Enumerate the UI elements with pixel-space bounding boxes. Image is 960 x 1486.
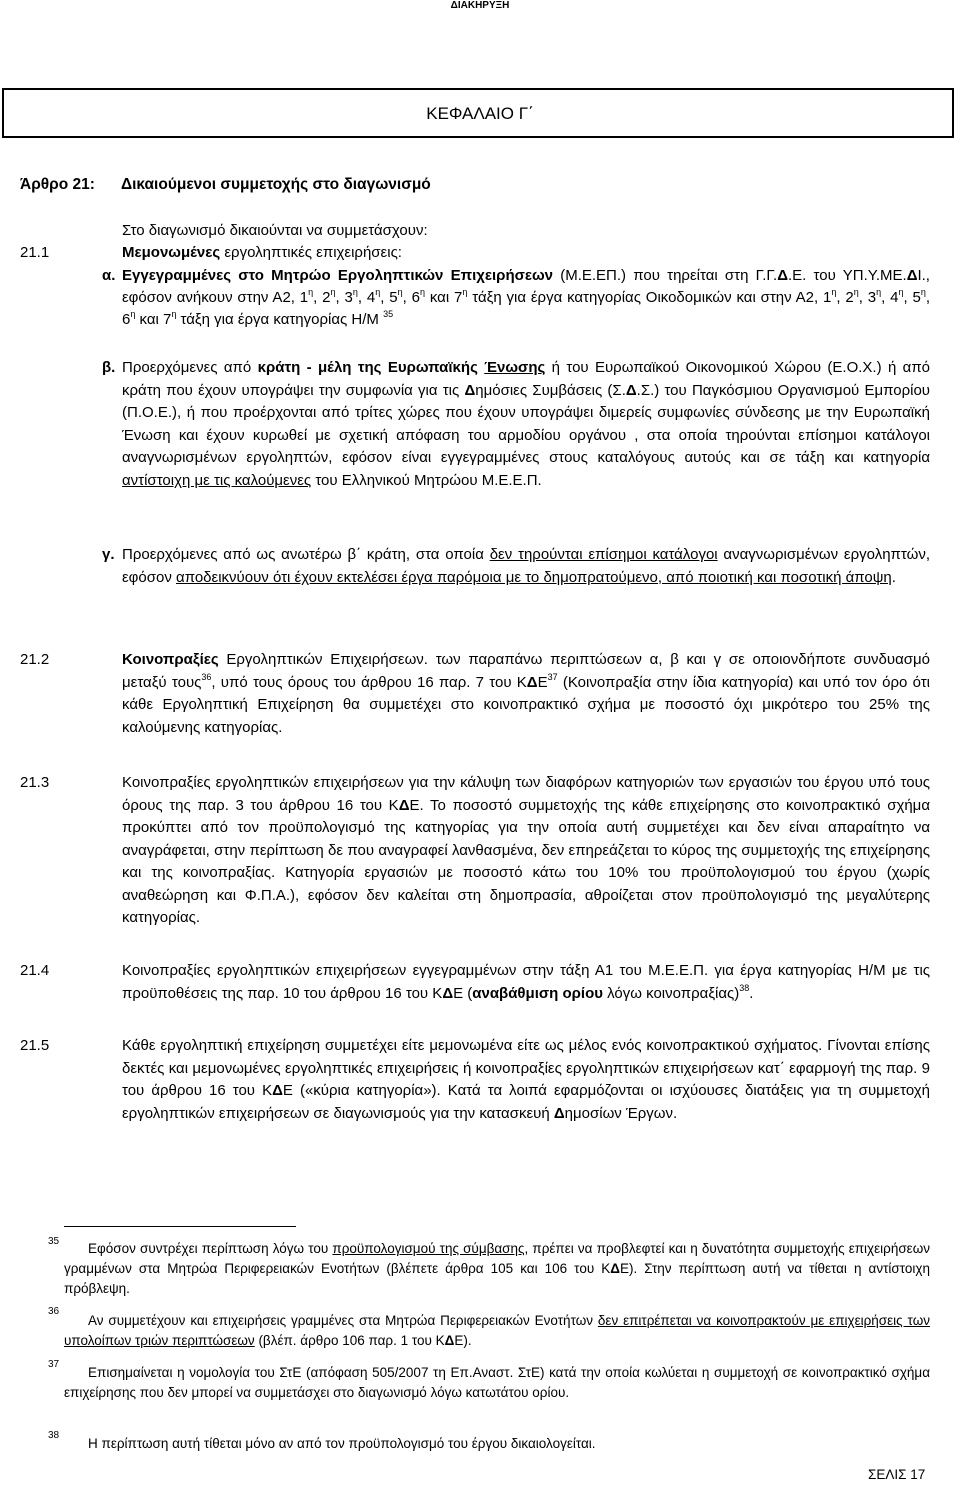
item-mark-beta: β. (102, 359, 116, 376)
section-21-5-text: Κάθε εργοληπτική επιχείρηση συμμετέχει είτε μεμονωμένα είτε ως μέλος ενός κοινοπρακτικού σχήματος. Γίνονται επίσης δεκτές και μεμονωμένες εργοληπτικές επιχειρήσεις ή κοινοπραξίες εργοληπτικών επιχειρήσεων κατ΄ εφαρμογή της παρ. 9 του άρθρου 16 του ΚΔΕ («κύρια κατηγορία»). Κατά τα λοιπά εφαρμόζονται οι ισχύουσες διατάξεις για τη συμμετοχή εργοληπτικών επιχειρήσεων σε διαγωνισμούς για την κατασκευή Δημοσίων Έργων. (122, 1037, 930, 1122)
footnote-number-37: 37 (48, 1359, 60, 1370)
article-label: Άρθρο 21: (20, 176, 95, 193)
section-number-21-1: 21.1 (20, 244, 50, 261)
section-21-2-text: Κοινοπραξίες Εργοληπτικών Επιχειρήσεων. των παραπάνω περιπτώσεων α, β και γ σε οποιονδήποτε συνδυασμό μεταξύ τους$^{36}$, υπό τους όρους του άρθρου 16 παρ. 7 του ΚΔΕ$^{37}$ (Κοινοπραξία στην ίδια κατηγορία) και υπό τον όρο ότι κάθε Εργοληπτική Επιχείρηση θα συμμετέχει στο κοινοπρακτικό σχήμα με ποσοστό όχι μικρότερο του 25% της καλούμενης κατηγορίας. (122, 651, 930, 736)
footnote-36: Αν συμμετέχουν και επιχειρήσεις γραμμένες στα Μητρώα Περιφερειακών Ενοτήτων δεν επιτρέπεται να κοινοπρακτούν με επιχειρήσεις των υπολοίπων τριών περιπτώσεων (βλέπ. άρθρο 106 παρ. 1 του ΚΔΕ). (64, 1313, 930, 1348)
footnote-35: Εφόσον συντρέχει περίπτωση λόγω του προϋπολογισμού της σύμβασης, πρέπει να προβλεφτεί και η δυνατότητα συμμετοχής επιχειρήσεων γραμμένων στα Μητρώα Περιφερειακών Ενοτήτων (βλέπετε άρθρα 105 και 106 του ΚΔΕ). Στην περίπτωση αυτή να τίθεται η αντίστοιχη πρόβλεψη. (64, 1241, 930, 1296)
section-number-21-3: 21.3 (20, 774, 50, 791)
footnote-37: Επισημαίνεται η νομολογία του ΣτΕ (απόφαση 505/2007 τη Επ.Αναστ. ΣτΕ) κατά την οποία κωλύεται η συμμετοχή σε κοινοπρακτικό σχήμα επιχείρησης που δεν μπορεί να συμμετάσχει στο διαγωνισμό λόγω κατωτάτου ορίου. (64, 1365, 930, 1400)
section-number-21-2: 21.2 (20, 651, 50, 668)
footnote-ref-35[interactable]: 35 (383, 309, 394, 319)
section-21-1-intro: Στο διαγωνισμό δικαιούνται να συμμετάσχουν: (122, 222, 428, 239)
section-number-21-4: 21.4 (20, 962, 50, 979)
footnote-ref-37[interactable]: 37 (547, 671, 558, 682)
footnote-number-36: 36 (48, 1306, 60, 1317)
footnote-38: Η περίπτωση αυτή τίθεται μόνο αν από τον προϋπολογισμό του έργου δικαιολογείται. (88, 1436, 596, 1451)
item-mark-alpha: α. (102, 267, 116, 284)
section-number-21-5: 21.5 (20, 1037, 50, 1054)
footnote-number-38: 38 (48, 1430, 60, 1441)
item-mark-gamma: γ. (102, 546, 115, 563)
section-21-4-text: Κοινοπραξίες εργοληπτικών επιχειρήσεων εγγεγραμμένων στην τάξη Α1 του Μ.Ε.Ε.Π. για έργα κατηγορίας Η/Μ με τις προϋποθέσεις της παρ. 10 του άρθρου 16 του ΚΔΕ (αναβάθμιση ορίου λόγω κοινοπραξίας)$^{38}$. (122, 962, 930, 1002)
heading-rest: εργοληπτικές επιχειρήσεις: (220, 244, 402, 261)
article-title: Δικαιούμενοι συμμετοχής στο διαγωνισμό (120, 176, 431, 193)
item-alpha-text: Εγγεγραμμένες στο Μητρώο Εργοληπτικών Επιχειρήσεων (Μ.Ε.ΕΠ.) που τηρείται στη Γ.Γ.Δ.Ε. του ΥΠ.Υ.ΜΕ.ΔΙ., εφόσον ανήκουν στην Α2, $1^\eta$, $2^\eta$, $3^\eta$, $4^\eta$, $5^\eta$, $6^\eta$ και $7^\eta$ τάξη για έργα κατηγορίας Οικοδομικών και στην Α2, $1^\eta$, $2^\eta$, $3^\eta$, $4^\eta$, $5^\eta$, $6^\eta$ και $7^\eta$ τάξη για έργα κατηγορίας Η/Μ $^{35}$ (122, 267, 931, 328)
article-heading (20, 176, 431, 194)
footnote-ref-36[interactable]: 36 (201, 671, 212, 682)
item-gamma-text: Προερχόμενες από ως ανωτέρω β΄ κράτη, στα οποία δεν τηρούνται επίσημοι κατάλογοι αναγνωρισμένων εργοληπτών, εφόσον αποδεικνύουν ότι έχουν εκτελέσει έργα παρόμοια με το δημοπρατούμενο, από ποιοτική και ποσοτική άποψη. (122, 546, 930, 586)
footnote-number-35: 35 (48, 1236, 60, 1247)
page-number: ΣΕΛΙΣ 17 (868, 1467, 926, 1482)
section-21-1-heading (122, 242, 930, 265)
document-header: ΔΙΑΚΗΡΥΞΗ (450, 0, 510, 11)
item-beta-text: Προερχόμενες από κράτη - μέλη της Ευρωπαϊκής Ένωσης ή του Ευρωπαϊκού Οικονομικού Χώρου (Ε.Ο.Χ.) ή από κράτη που έχουν υπογράψει την συμφωνία για τις Δημόσιες Συμβάσεις (Σ.Δ.Σ.) του Παγκόσμιου Οργανισμού Εμπορίου (Π.Ο.Ε.), ή που προέρχονται από τρίτες χώρες που έχουν υπογράψει διμερείς συμφωνίες σύνδεσης με την Ευρωπαϊκή Ένωση και έχουν κυρωθεί με σχετική απόφαση του αρμοδίου οργάνου , στα οποία τηρούνται επίσημοι κατάλογοι αναγνωρισμένων εργοληπτών, εφόσον είναι εγγεγραμμένες στους καταλόγους αυτούς και σε τάξη και κατηγορία αντίστοιχη με τις καλούμενες του Ελληνικού Μητρώου Μ.Ε.Ε.Π. (122, 359, 931, 489)
chapter-title: ΚΕΦΑΛΑΙΟ Γ΄ (426, 104, 534, 123)
section-21-3-text: Κοινοπραξίες εργοληπτικών επιχειρήσεων για την κάλυψη των διαφόρων κατηγοριών των εργασιών του έργου υπό τους όρους της παρ. 3 του άρθρου 16 του ΚΔΕ. Το ποσοστό συμμετοχής της κάθε επιχείρησης στο κοινοπρακτικό σχήμα προκύπτει από τον προϋπολογισμό της κατηγορίας για την οποία αυτή συμμετέχει και δεν είναι απαραίτητο να αναγράφεται, στην περίπτωση δε που αναγραφεί λανθασμένα, δεν επηρεάζεται το κύρος της συμμετοχής της επιχείρησης και της κοινοπραξίας. Κατηγορία εργασιών με ποσοστό κάτω του 10% του προϋπολογισμού του έργου (χωρίς αναθεώρηση και Φ.Π.Α.), εφόσον δεν καλείται στη δημοπρασία, αθροίζεται στον προϋπολογισμό της μεγαλύτερης κατηγορίας. (122, 774, 930, 926)
heading-bold: Μεμονωμένες (122, 244, 221, 261)
footnote-separator (64, 1226, 296, 1227)
footnote-ref-38[interactable]: 38 (739, 982, 750, 993)
